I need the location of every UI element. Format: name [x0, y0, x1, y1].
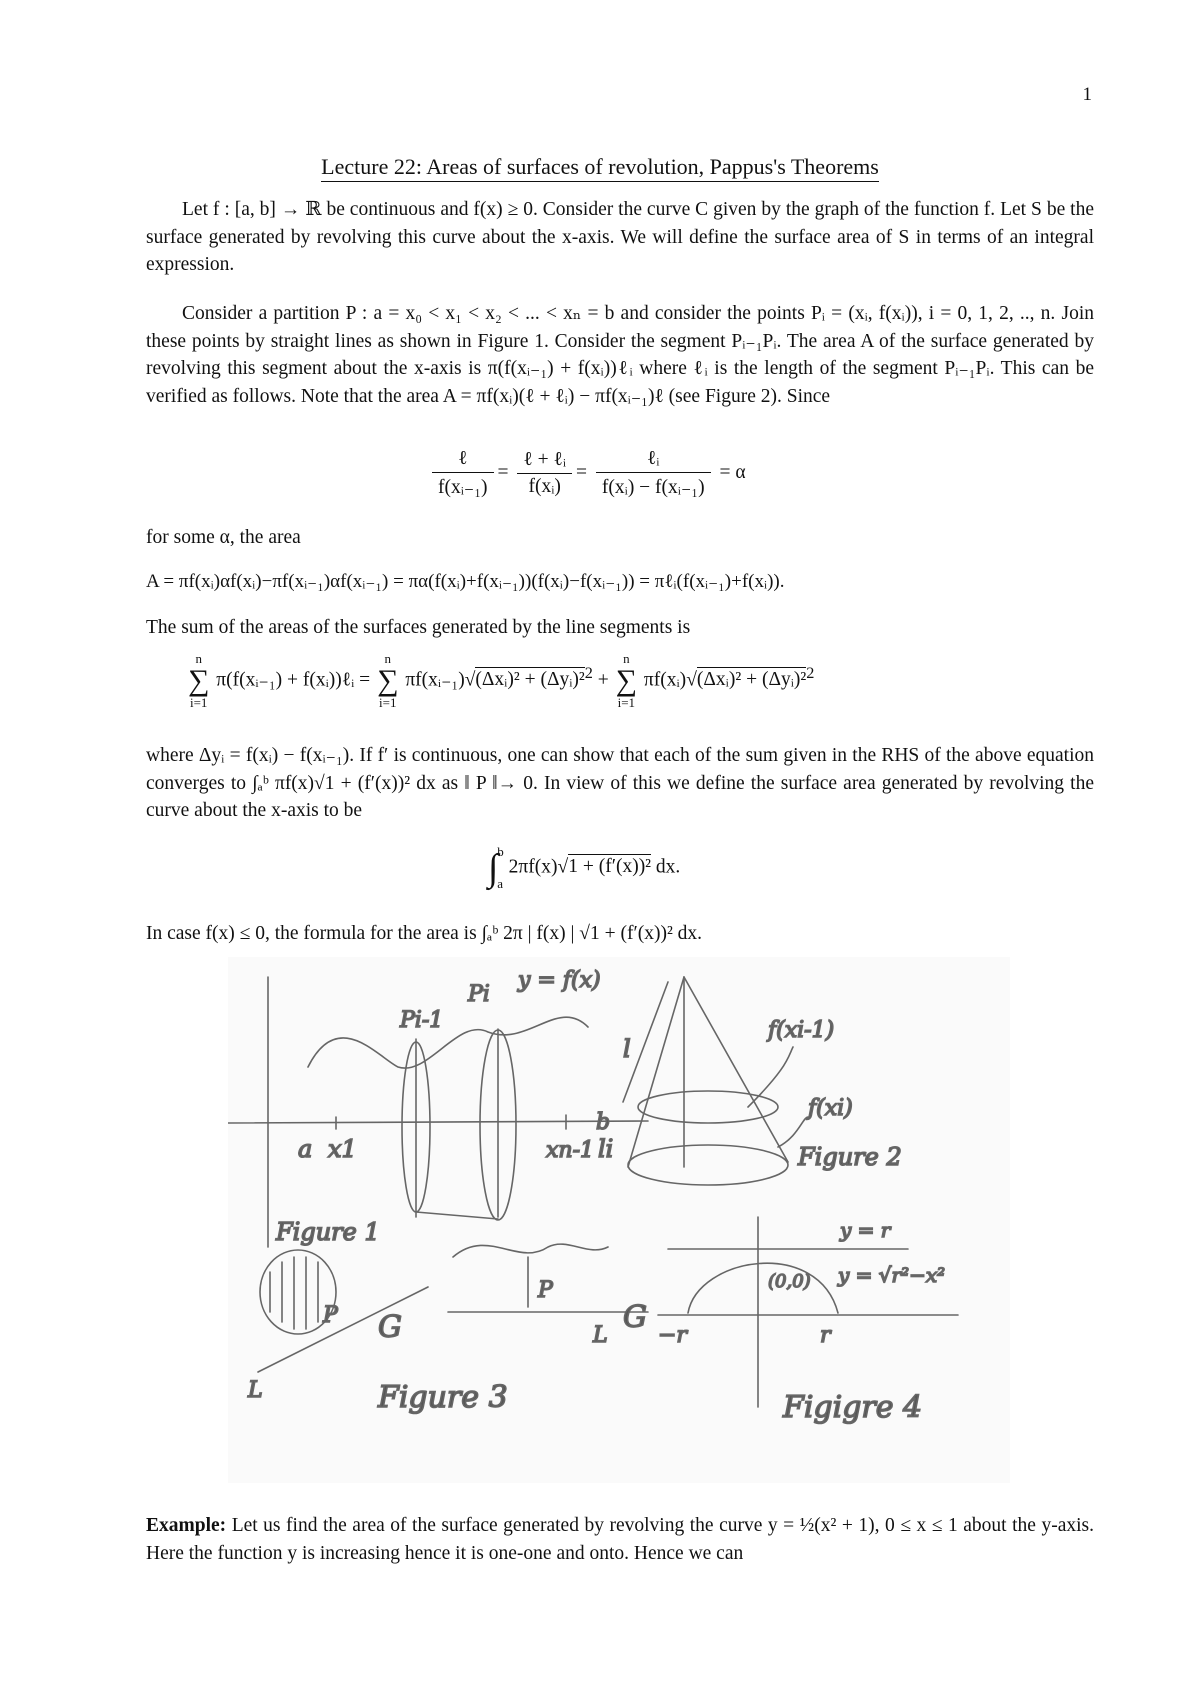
- label-g-left: G: [378, 1310, 402, 1345]
- label-li: li: [598, 1135, 614, 1163]
- integral-limits: b a: [497, 844, 504, 891]
- paragraph-4: In case f(x) ≤ 0, the formula for the area is ∫ₐᵇ 2π | f(x) | √1 + (f′(x))² dx.: [146, 923, 703, 944]
- label-p-left: P: [323, 1303, 338, 1328]
- ratio-equation: $\frac{\text{ℓ}}{\text{f(xᵢ₋₁)}}$ = $\frac{\text{ℓ + ℓᵢ}}{\text{f(xᵢ)}}$ = $\frac{\text{ℓᵢ}}{\text{f(xᵢ) − f(xᵢ₋₁)}}$ = α: [428, 448, 746, 499]
- figure-4-sketch: [658, 1217, 958, 1407]
- sum-equation: [186, 652, 814, 710]
- label-p-right: P: [538, 1278, 553, 1303]
- square-exponent: 2: [806, 663, 815, 682]
- sum-intro: The sum of the areas of the surfaces generated by the line segments is: [146, 617, 691, 638]
- label-point: (0,0): [768, 1271, 811, 1292]
- sum-term-3-factor: πf(xᵢ): [643, 669, 687, 691]
- label-l-left: L: [248, 1378, 263, 1403]
- label-a: a: [298, 1135, 313, 1163]
- surface-area-integral: [488, 836, 680, 900]
- ratio-rhs: = α: [719, 461, 746, 483]
- example-label: Example:: [146, 1515, 227, 1536]
- label-y-eq-fx: y = f(x): [518, 968, 601, 993]
- label-xn1: xn-1: [546, 1138, 595, 1163]
- fraction-3: [596, 448, 711, 499]
- paragraph-2: Consider a partition P : a = x₀ < x₁ < x₂ < ... < xₙ = b and consider the points Pᵢ = (xᵢ, f(xᵢ)), i = 0, 1, 2, .., n. Join these points by straight lines as shown in Figure 1. Consider the segment Pᵢ₋₁Pᵢ. The area A of the surface generated by revolving this segment about the x-axis is π(f(xᵢ₋₁) + f(xᵢ))ℓᵢ where ℓᵢ is the length of the segment Pᵢ₋₁Pᵢ. This can be verified as follows. Note that the area A = πf(xᵢ)(ℓ + ℓᵢ) − πf(xᵢ₋₁)ℓ (see Figure 2). Since: [146, 303, 1094, 407]
- page-number: 1: [1082, 84, 1092, 105]
- for-some-alpha: for some α, the area: [146, 527, 301, 548]
- integrand: 2πf(x): [508, 856, 558, 878]
- label-neg-r: −r: [658, 1323, 687, 1348]
- example-paragraph: [146, 1512, 1094, 1567]
- hand-drawn-figures: [228, 957, 1010, 1483]
- figure-1-caption: Figure 1: [276, 1218, 380, 1246]
- figure-3-sketch: [258, 1244, 648, 1372]
- fraction-3-num: ℓᵢ: [596, 448, 711, 473]
- label-y-eq-r: y = r: [840, 1218, 891, 1242]
- label-r: r: [820, 1323, 831, 1348]
- fraction-2: [517, 449, 572, 498]
- lecture-title-text: Lecture 22: Areas of surfaces of revolution, Pappus's Theorems: [321, 154, 879, 182]
- label-l: l: [623, 1035, 631, 1063]
- figure-2-caption: Figure 2: [798, 1143, 902, 1171]
- area-equation: A = πf(xᵢ)αf(xᵢ)−πf(xᵢ₋₁)αf(xᵢ₋₁) = πα(f(xᵢ)+f(xᵢ₋₁))(f(xᵢ)−f(xᵢ₋₁)) = πℓᵢ(f(xᵢ₋₁)+f(xᵢ)).: [146, 571, 785, 592]
- sqrt-symbol: √: [686, 669, 697, 691]
- figures-sketch: [228, 957, 1010, 1483]
- sqrt-symbol: √: [557, 856, 569, 878]
- paragraph-3: where Δyᵢ = f(xᵢ) − f(xᵢ₋₁). If f′ is continuous, one can show that each of the sum given in the RHS of the above equation converges to ∫ₐᵇ πf(x)√1 + (f′(x))² dx as ‖ P ‖→ 0. In view of this we define the surface area generated by revolving the curve about the x-axis to be: [146, 745, 1094, 821]
- example-text: Let us find the area of the surface generated by revolving the curve y = ½(x² + 1), 0 ≤ x ≤ 1 about the y-axis. Here the function y is increasing hence it is one-one and onto. Hence we can: [146, 1515, 1094, 1564]
- sum-term-3-root: (Δxᵢ)² + (Δyᵢ)²: [696, 669, 807, 691]
- paragraph-1: Let f : [a, b] → ℝ be continuous and f(x) ≥ 0. Consider the curve C given by the graph of the function f. Let S be the surface generated by revolving this curve about the x-axis. We will define the surface area of S in terms of an integral expression.: [146, 199, 1094, 275]
- integrand-root: 1 + (f′(x))²: [568, 856, 652, 878]
- integral-sign: ∫: [488, 847, 499, 889]
- fraction-2-num: ℓ + ℓᵢ: [517, 449, 572, 474]
- label-x1: x1: [328, 1135, 357, 1163]
- square-exponent: 2: [584, 663, 593, 682]
- sum-term-2-factor: πf(xᵢ₋₁): [405, 669, 465, 691]
- sum-term-2-root: (Δxᵢ)² + (Δyᵢ)²: [475, 669, 585, 691]
- label-fxim1: f(xi-1): [768, 1018, 835, 1043]
- figure-3-caption: Figure 3: [378, 1380, 508, 1415]
- label-fxi: f(xi): [808, 1096, 853, 1121]
- differential: dx.: [651, 856, 681, 878]
- fraction-1-den: f(xᵢ₋₁): [438, 477, 488, 498]
- sum-operator-3: n ∑ i=1: [615, 651, 638, 710]
- fraction-2-den: f(xᵢ): [528, 476, 561, 497]
- label-l-right: L: [593, 1323, 608, 1348]
- sum-term-1: π(f(xᵢ₋₁) + f(xᵢ))ℓᵢ =: [216, 669, 371, 691]
- sqrt-symbol: √: [464, 669, 476, 691]
- figure-2-sketch: [623, 977, 808, 1185]
- figure-4-caption: Figigre 4: [783, 1390, 923, 1425]
- label-g-right: G: [623, 1300, 647, 1335]
- fraction-1: [432, 448, 494, 499]
- lecture-title: [0, 154, 1200, 180]
- fraction-3-den: f(xᵢ) − f(xᵢ₋₁): [601, 477, 705, 498]
- label-p-i: Pi: [468, 982, 490, 1007]
- sum-operator-2: n ∑ i=1: [377, 651, 399, 710]
- fraction-1-num: ℓ: [432, 448, 494, 473]
- label-b: b: [596, 1110, 611, 1135]
- label-p-im1: Pi-1: [400, 1008, 444, 1033]
- plus-sign: +: [597, 669, 609, 691]
- label-semicircle: y = √r²−x²: [838, 1263, 946, 1287]
- sum-operator-1: n ∑ i=1: [188, 651, 210, 710]
